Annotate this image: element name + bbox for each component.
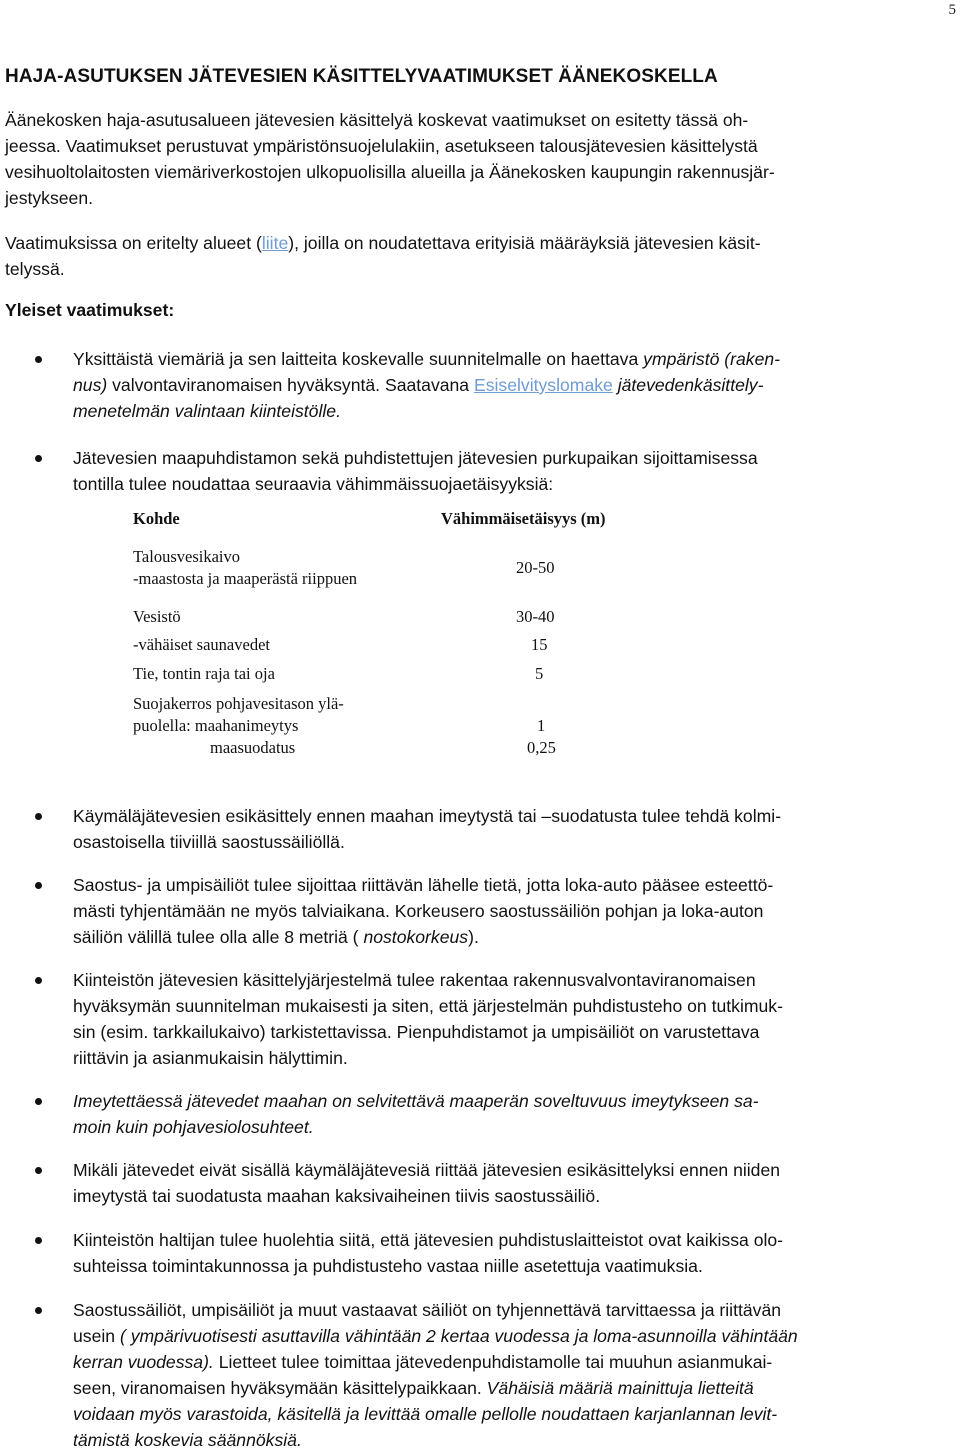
intro-line-1: Äänekosken haja-asutusalueen jätevesien käsittelyä koskevat vaatimukset on esitetty tässä oh-	[5, 110, 749, 130]
page-title: HAJA-ASUTUKSEN JÄTEVESIEN KÄSITTELYVAATIMUKSET ÄÄNEKOSKELLA	[5, 66, 718, 87]
requirement-item-plan-approval	[73, 346, 943, 424]
b4-line-1: Saostus- ja umpisäiliöt tulee sijoittaa riittävän lähelle tietä, jotta loka-auto pääsee esteettö-	[73, 875, 774, 895]
b3-line-2: osastoisella tiiviillä saostussäiliöllä.	[73, 832, 345, 852]
intro-line-2: jeessa. Vaatimukset perustuvat ympäristönsuojelulakiin, asetukseen talousjätevesien käsittelystä	[5, 136, 758, 156]
b5-line-2: hyväksymän suunnitelman mukaisesti ja siten, että järjestelmän puhdistusteho on tutkimuk-	[73, 996, 783, 1016]
table-header-distance: Vähimmäisetäisyys (m)	[441, 509, 606, 528]
b6-line-1: Imeytettäessä jätevedet maahan on selvitettävä maaperän soveltuvuus imeytykseen sa-	[73, 1091, 759, 1111]
page-number: 5	[948, 2, 956, 18]
table-row-5-label-b: puolella: maahanimeytys	[133, 716, 299, 735]
table-row-1-label-b: -maastosta ja maaperästä riippuen	[133, 569, 358, 588]
b1-text-1: Yksittäistä viemäriä ja sen laitteita koskevalle suunnitelmalle on haettava	[73, 349, 644, 369]
intro-paragraph	[5, 107, 945, 211]
b1-italic-3: jätevedenkäsittely-	[612, 375, 764, 395]
table-row-5-label-c: maasuodatus	[210, 738, 296, 757]
b1-italic-2: nus)	[73, 375, 108, 395]
requirement-item-maintenance	[73, 1227, 943, 1279]
intro-line-4: jestykseen.	[5, 188, 94, 208]
liite-link[interactable]: liite	[261, 233, 289, 253]
b3-line-1: Käymäläjätevesien esikäsittely ennen maahan imeytystä tai –suodatusta tulee tehdä kolmi-	[73, 806, 782, 826]
b7-line-1: Mikäli jätevedet eivät sisällä käymäläjätevesiä riittää jätevesien esikäsittelyksi ennen niiden	[73, 1160, 781, 1180]
b9-text-2a: usein	[73, 1326, 120, 1346]
table-header-kohde: Kohde	[133, 509, 180, 528]
requirement-item-greywater	[73, 1157, 943, 1209]
b2-line-2: tontilla tulee noudattaa seuraavia vähimmäissuojaetäisyyksiä:	[73, 474, 554, 494]
table-row-1-value: 20-50	[516, 558, 555, 577]
b4-text-3a: säiliön välillä tulee olla alle 8 metriä (	[73, 927, 364, 947]
requirement-item-soil-suitability	[73, 1088, 943, 1140]
b1-italic-4: menetelmän valintaan kiinteistölle.	[73, 401, 341, 421]
b9-italic-2: ( ympärivuotisesti asuttavilla vähintään 2 kertaa vuodessa ja loma-asunnoilla vähintään	[119, 1326, 798, 1346]
b4-italic-3: nostokorkeus	[363, 927, 469, 947]
b1-text-2: valvontaviranomaisen hyväksyntä. Saatavana	[107, 375, 474, 395]
areas-text-post: ), joilla on noudatettava erityisiä määräyksiä jätevesien käsit-	[288, 233, 761, 253]
b9-italic-4: Vähäisiä määriä mainittuja lietteitä	[486, 1378, 754, 1398]
table-row-2-label: Vesistö	[133, 607, 181, 626]
table-row-5-value-2: 0,25	[527, 738, 556, 757]
requirement-item-tank-placement	[73, 872, 943, 950]
requirement-item-system-construction	[73, 967, 943, 1071]
requirement-item-emptying	[73, 1297, 943, 1453]
areas-paragraph	[5, 230, 945, 282]
b5-line-3: sin (esim. tarkkailukaivo) tarkistettavissa. Pienpuhdistamot ja umpisäiliöt on varustettava	[73, 1022, 760, 1042]
b1-italic-1: ympäristö (raken-	[643, 349, 781, 369]
b9-italic-6: tämistä koskevia säännöksiä.	[73, 1430, 302, 1450]
b2-line-1: Jätevesien maapuhdistamon sekä puhdistettujen jätevesien purkupaikan sijoittamisessa	[73, 448, 758, 468]
b9-text-3: Lietteet tulee toimittaa jätevedenpuhdistamolle tai muuhun asianmukai-	[213, 1352, 773, 1372]
table-row-1-label-a: Talousvesikaivo	[133, 547, 240, 566]
requirement-item-pretreatment	[73, 803, 943, 855]
table-row-4-value: 5	[535, 664, 544, 683]
requirement-item-distances	[73, 445, 943, 497]
b6-line-2: moin kuin pohjavesiolosuhteet.	[73, 1117, 314, 1137]
table-row-3-value: 15	[531, 635, 548, 654]
b4-text-3c: ).	[468, 927, 479, 947]
table-row-5-value-1: 1	[537, 716, 546, 735]
table-row-3-label: -vähäiset saunavedet	[133, 635, 270, 654]
b9-italic-3: kerran vuodessa).	[73, 1352, 214, 1372]
areas-line-2: telyssä.	[5, 259, 65, 279]
b9-line-1: Saostussäiliöt, umpisäiliöt ja muut vastaavat säiliöt on tyhjennettävä tarvittaessa ja riittävän	[73, 1300, 782, 1320]
table-row-5-label-a: Suojakerros pohjavesitason ylä-	[133, 694, 344, 713]
b8-line-1: Kiinteistön haltijan tulee huolehtia siitä, että jätevesien puhdistuslaitteistot ovat kaikissa olo-	[73, 1230, 784, 1250]
b4-line-2: mästi tyhjentämään ne myös talviaikana. Korkeusero saostussäiliön pohjan ja loka-auton	[73, 901, 764, 921]
general-requirements-heading: Yleiset vaatimukset:	[5, 300, 175, 320]
b8-line-2: suhteissa toimintakunnossa ja puhdistusteho vastaa niille asetettuja vaatimuksia.	[73, 1256, 703, 1276]
b5-line-4: riittävin ja asianmukaisin hälyttimin.	[73, 1048, 348, 1068]
intro-line-3: vesihuoltolaitosten viemäriverkostojen ulkopuolisilla alueilla ja Äänekosken kaupungin rakennusjär-	[5, 162, 775, 182]
areas-text-pre: Vaatimuksissa on eritelty alueet (	[5, 233, 262, 253]
b9-italic-5: voidaan myös varastoida, käsitellä ja levittää omalle pellolle noudattaen karjanlannan levit-	[73, 1404, 778, 1424]
table-row-2-value: 30-40	[516, 607, 555, 626]
table-row-4-label: Tie, tontin raja tai oja	[133, 664, 275, 683]
b9-text-4: seen, viranomaisen hyväksymään käsittelypaikkaan.	[73, 1378, 487, 1398]
esiselvityslomake-link[interactable]: Esiselvityslomake	[473, 375, 613, 395]
b5-line-1: Kiinteistön jätevesien käsittelyjärjestelmä tulee rakentaa rakennusvalvontaviranomaisen	[73, 970, 756, 990]
b7-line-2: imeytystä tai suodatusta maahan kaksivaiheinen tiivis saostussäiliö.	[73, 1186, 601, 1206]
